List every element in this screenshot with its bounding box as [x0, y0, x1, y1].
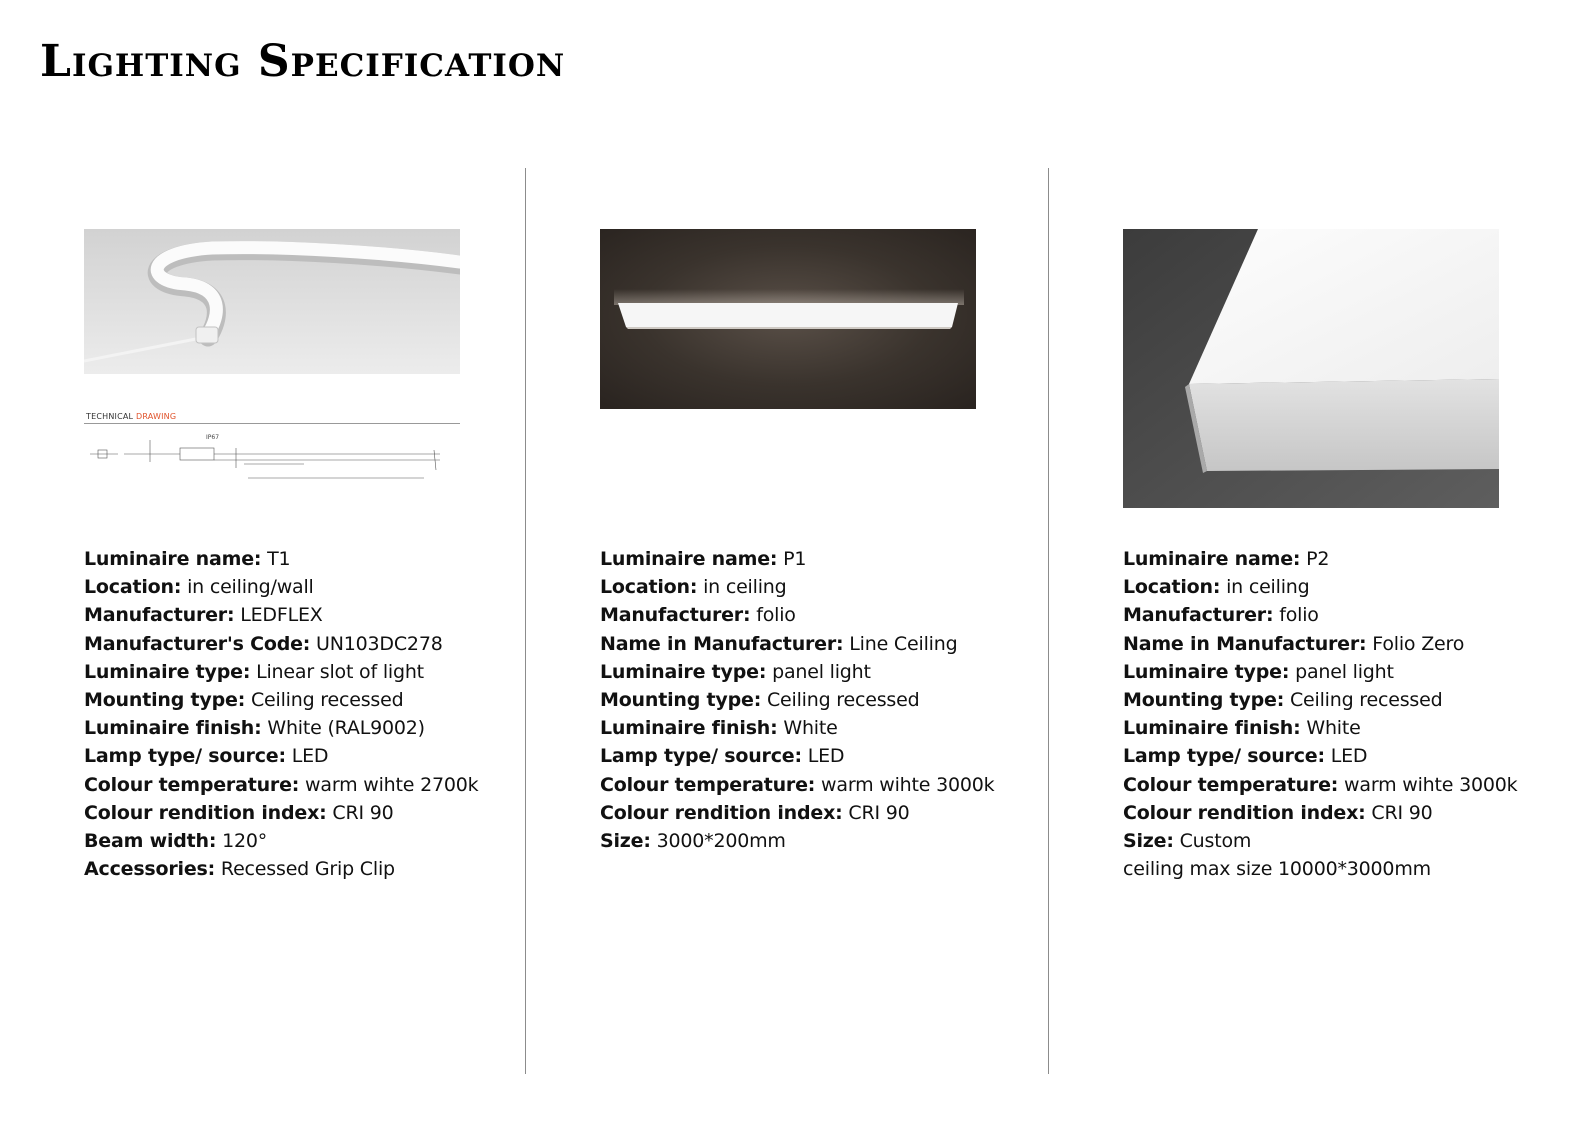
spec-row-name-in-manufacturer — [600, 630, 994, 658]
spec-key: Luminaire name: — [1123, 548, 1301, 570]
spec-row-mounting-type — [1123, 686, 1517, 714]
spec-value: in ceiling — [1226, 576, 1310, 599]
spec-value: P1 — [783, 548, 807, 570]
spec-value: in ceiling — [703, 576, 787, 599]
spec-row-cri — [1123, 799, 1517, 827]
spec-row-luminaire-finish — [600, 714, 994, 742]
spec-row-accessories — [84, 855, 478, 883]
spec-value: Custom — [1179, 830, 1252, 853]
spec-key: Name in Manufacturer: — [1123, 632, 1367, 655]
spec-value: Ceiling recessed — [766, 689, 920, 712]
spec-value: warm wihte 2700k — [305, 773, 479, 796]
spec-value: panel light — [772, 660, 871, 683]
spec-key: Luminaire type: — [600, 660, 767, 683]
spec-row-name-in-manufacturer — [1123, 630, 1517, 658]
spec-key: Colour rendition index: — [600, 801, 843, 824]
spec-key: Colour temperature: — [1123, 773, 1339, 796]
spec-value: in ceiling/wall — [187, 576, 314, 599]
spec-key: Mounting type: — [600, 689, 762, 712]
spec-value: Ceiling recessed — [250, 689, 404, 712]
spec-value: White — [783, 717, 838, 740]
spec-row-size — [600, 827, 994, 855]
spec-row-luminaire-name — [1123, 545, 1517, 573]
spec-row-manufacturer — [84, 601, 478, 629]
spec-key: Luminaire finish: — [1123, 717, 1301, 740]
spec-row-mounting-type — [600, 686, 994, 714]
spec-row-manufacturer — [600, 601, 994, 629]
spec-value: LED — [807, 745, 845, 768]
spec-key: Beam width: — [84, 830, 217, 853]
spec-key: Mounting type: — [84, 689, 246, 712]
spec-value: LED — [1330, 745, 1368, 768]
t1-spec-list — [84, 545, 478, 883]
spec-row-luminaire-name — [84, 545, 478, 573]
p1-spec-list — [600, 545, 994, 855]
spec-value: warm wihte 3000k — [1344, 773, 1518, 796]
spec-row-lamp-type — [1123, 742, 1517, 770]
technical-drawing-label-accent: DRAWING — [135, 412, 177, 421]
spec-value: Recessed Grip Clip — [220, 858, 395, 881]
spec-value: LED — [291, 745, 329, 768]
spec-key: Luminaire name: — [84, 548, 262, 570]
technical-drawing-sublabel: IP67 — [206, 434, 220, 441]
spec-note: ceiling max size 10000*3000mm — [1123, 858, 1431, 881]
spec-row-size — [1123, 827, 1517, 855]
spec-row-mounting-type — [84, 686, 478, 714]
spec-row-luminaire-finish — [1123, 714, 1517, 742]
column-divider — [1048, 168, 1049, 1074]
spec-value: CRI 90 — [1371, 801, 1433, 824]
page-title: Lighting Specification — [40, 36, 566, 87]
spec-key: Luminaire name: — [600, 548, 778, 570]
spec-row-manufacturer — [1123, 601, 1517, 629]
spec-row-luminaire-finish — [84, 714, 478, 742]
spec-row-colour-temperature — [600, 771, 994, 799]
p2-product-image — [1123, 229, 1499, 508]
spec-value: folio — [1279, 604, 1319, 627]
spec-value: LEDFLEX — [240, 604, 323, 627]
spec-value: warm wihte 3000k — [821, 773, 995, 796]
spec-value: Linear slot of light — [256, 660, 424, 683]
spec-value: Ceiling recessed — [1289, 689, 1443, 712]
spec-key: Accessories: — [84, 858, 216, 881]
spec-row-lamp-type — [84, 742, 478, 770]
spec-key: Lamp type/ source: — [84, 745, 286, 768]
spec-value: Folio Zero — [1372, 632, 1465, 655]
spec-row-location — [84, 573, 478, 601]
spec-key: Luminaire type: — [1123, 660, 1290, 683]
spec-key: Mounting type: — [1123, 689, 1285, 712]
spec-row-luminaire-type — [600, 658, 994, 686]
spec-row-lamp-type — [600, 742, 994, 770]
t1-product-image — [84, 229, 460, 374]
spec-value: White — [1306, 717, 1361, 740]
spec-key: Lamp type/ source: — [600, 745, 802, 768]
spec-key: Manufacturer: — [84, 604, 235, 627]
spec-key: Lamp type/ source: — [1123, 745, 1325, 768]
spec-key: Luminaire finish: — [84, 717, 262, 740]
spec-key: Size: — [1123, 830, 1174, 853]
spec-row-colour-temperature — [1123, 771, 1517, 799]
spec-value: 120° — [222, 830, 268, 853]
technical-drawing-label-main: TECHNICAL — [86, 412, 134, 421]
t1-technical-drawing — [84, 412, 460, 488]
spec-key: Luminaire finish: — [600, 717, 778, 740]
spec-key: Name in Manufacturer: — [600, 632, 844, 655]
p2-spec-list — [1123, 545, 1517, 883]
spec-key: Size: — [600, 830, 651, 853]
spec-row-note — [1123, 855, 1517, 883]
spec-row-location — [600, 573, 994, 601]
spec-key: Colour temperature: — [84, 773, 300, 796]
spec-row-cri — [600, 799, 994, 827]
spec-row-manufacturer-code — [84, 630, 478, 658]
column-divider — [525, 168, 526, 1074]
spec-value: UN103DC278 — [316, 632, 443, 655]
spec-row-location — [1123, 573, 1517, 601]
spec-value: CRI 90 — [848, 801, 910, 824]
spec-value: folio — [756, 604, 796, 627]
p1-product-image — [600, 229, 976, 409]
spec-key: Manufacturer: — [1123, 604, 1274, 627]
spec-value: 3000*200mm — [656, 830, 786, 853]
spec-key: Colour rendition index: — [84, 801, 327, 824]
spec-value: CRI 90 — [332, 801, 394, 824]
spec-row-cri — [84, 799, 478, 827]
spec-key: Luminaire type: — [84, 660, 251, 683]
spec-key: Manufacturer's Code: — [84, 632, 311, 655]
spec-key: Location: — [84, 576, 182, 599]
spec-row-luminaire-type — [84, 658, 478, 686]
spec-row-luminaire-type — [1123, 658, 1517, 686]
spec-row-beam-width — [84, 827, 478, 855]
spec-value: P2 — [1306, 548, 1330, 570]
spec-row-luminaire-name — [600, 545, 994, 573]
spec-value: panel light — [1295, 660, 1394, 683]
spec-key: Location: — [600, 576, 698, 599]
spec-key: Colour temperature: — [600, 773, 816, 796]
spec-key: Manufacturer: — [600, 604, 751, 627]
spec-value: Line Ceiling — [849, 632, 958, 655]
spec-key: Location: — [1123, 576, 1221, 599]
spec-row-colour-temperature — [84, 771, 478, 799]
spec-value: White (RAL9002) — [267, 717, 425, 740]
spec-value: T1 — [267, 548, 291, 570]
spec-key: Colour rendition index: — [1123, 801, 1366, 824]
